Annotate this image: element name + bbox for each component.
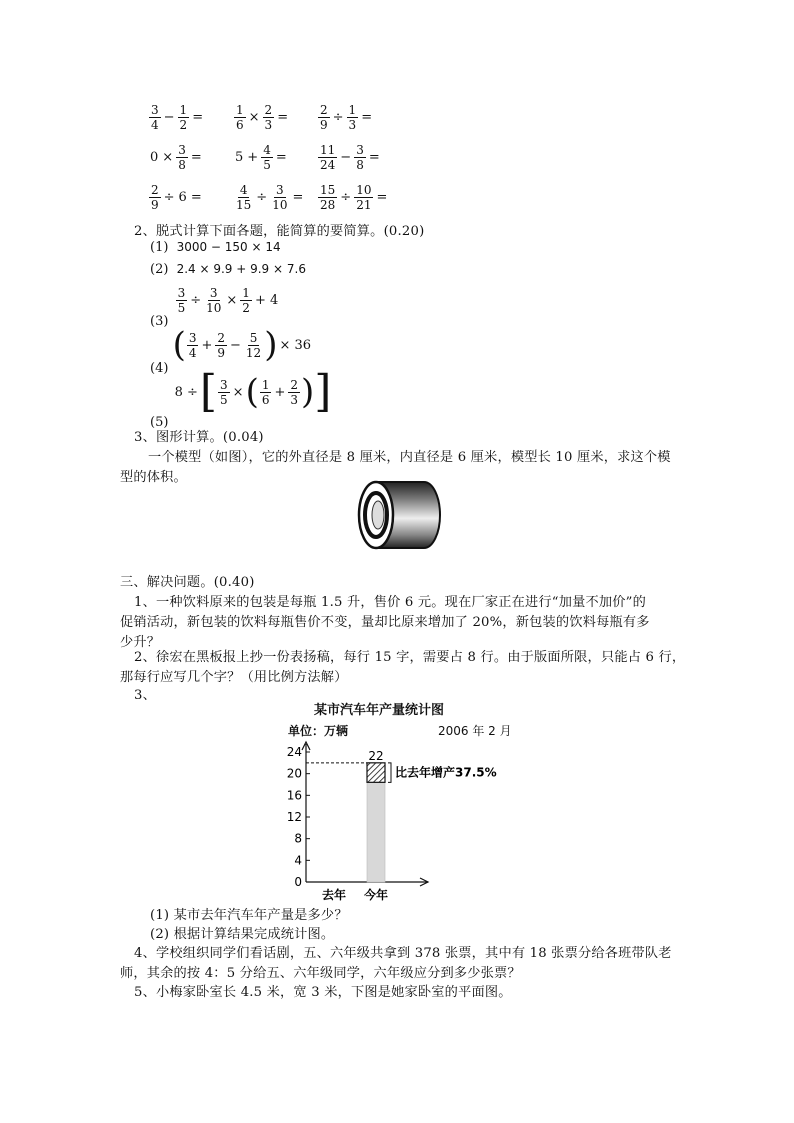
numerator: 2 [320, 103, 328, 117]
numerator: 2 [217, 330, 226, 345]
denominator: 15 [236, 198, 252, 212]
operator: × [232, 384, 244, 400]
equals: = [275, 150, 287, 165]
operator: ÷ [190, 293, 202, 308]
hollow-cylinder-figure [352, 478, 444, 552]
operator: − [340, 150, 352, 165]
right-paren: ) [301, 372, 315, 412]
numerator: 10 [356, 183, 372, 197]
numerator: 3 [220, 377, 228, 392]
oral-calc-row3-c [317, 183, 389, 212]
numerator: 4 [239, 183, 248, 197]
numerator: 1 [348, 103, 357, 117]
head: 8 ÷ [174, 384, 198, 400]
equals: = [292, 190, 304, 205]
q5-label: (5) [150, 415, 169, 430]
denominator: 8 [178, 158, 186, 172]
denominator: 3 [348, 118, 357, 132]
right-paren: ) [264, 325, 278, 365]
operator: − [163, 110, 175, 125]
numerator: 1 [261, 377, 270, 392]
q1-expression: 3000 − 150 × 14 [176, 240, 281, 254]
numerator: 1 [242, 286, 250, 300]
denominator: 5 [220, 392, 228, 407]
oral-calc-row2-c [317, 143, 382, 172]
oral-calc-row1-c [317, 103, 374, 132]
equals: = [190, 150, 202, 165]
denominator: 9 [320, 118, 328, 132]
equals: = [376, 190, 388, 205]
denominator: 9 [217, 345, 226, 360]
q2-expression: 2.4 × 9.9 + 9.9 × 7.6 [176, 262, 306, 276]
q2-label: (2) [150, 262, 169, 277]
oral-calc-row2-b [233, 143, 289, 172]
operator: + [201, 337, 213, 353]
denominator: 10 [206, 301, 222, 315]
denominator: 6 [236, 118, 244, 132]
numerator: 11 [320, 143, 336, 157]
numerator: 3 [209, 286, 218, 300]
bar-body [367, 782, 385, 882]
bar-chart [270, 738, 530, 906]
part3-heading: 三、解决问题。(0.40) [120, 575, 255, 590]
chart-title: 某市汽车年产量统计图 [314, 703, 445, 718]
p2-line2: 那每行应写几个字？（用比例方法解） [120, 670, 348, 685]
p1-line3: 少升？ [120, 635, 161, 650]
increase-annotation: 比去年增产37.5% [395, 765, 497, 780]
operator: × [248, 110, 260, 125]
y-tick-label: 4 [294, 853, 302, 868]
section2-q3 [150, 286, 280, 329]
q4-label: (4) [150, 361, 169, 376]
x-category-label: 今年 [363, 888, 389, 902]
section2-q5 [150, 366, 332, 430]
chart-date-label: 2006 年 2 月 [438, 724, 512, 738]
numerator: 3 [188, 330, 197, 345]
p1-line1: 1、一种饮料原来的包装是每瓶 1.5 升，售价 6 元。现在厂家正在进行“加量不加价”的 [134, 595, 646, 610]
section3-line2: 型的体积。 [120, 470, 187, 485]
numerator: 15 [320, 183, 336, 197]
section3-heading: 3、图形计算。(0.04) [134, 430, 264, 445]
denominator: 6 [261, 392, 270, 407]
p4-line2: 师，其余的按 4：5 分给五、六年级同学，六年级应分到多少张票？ [120, 966, 521, 981]
y-tick-label: 12 [286, 810, 302, 824]
operator: + [274, 384, 286, 400]
denominator: 4 [151, 118, 159, 132]
section2-q4 [150, 325, 313, 376]
equals: = [277, 110, 289, 125]
denominator: 10 [272, 198, 288, 212]
equals: = [368, 150, 380, 165]
whole-number: 6 [178, 190, 187, 205]
numerator: 1 [236, 103, 244, 117]
y-tick-label: 0 [294, 875, 302, 889]
denominator: 3 [290, 392, 299, 407]
oral-calc-row3-a [148, 183, 204, 212]
section2-q2 [150, 262, 306, 277]
numerator: 5 [249, 330, 258, 345]
operator: ÷ [163, 190, 175, 205]
p4-line1: 4、学校组织同学们看话剧，五、六年级共拿到 378 张票，其中有 18 张票分给各班带队老 [134, 946, 672, 961]
operator: ÷ [340, 190, 352, 205]
numerator: 1 [179, 103, 188, 117]
y-tick-label: 24 [286, 745, 302, 759]
numerator: 2 [264, 103, 273, 117]
numerator: 3 [177, 286, 186, 300]
numerator: 3 [178, 143, 186, 157]
operator: ÷ [332, 110, 344, 125]
section3-line1: 一个模型（如图），它的外直径是 8 厘米，内直径是 6 厘米，模型长 10 厘米，求这个模 [148, 450, 671, 465]
denominator: 12 [245, 345, 262, 360]
p5-line1: 5、小梅家卧室长 4.5 米，宽 3 米，下图是她家卧室的平面图。 [134, 985, 512, 1000]
denominator: 5 [177, 301, 186, 315]
y-tick-label: 8 [294, 831, 302, 846]
left-bracket: [ [199, 366, 218, 417]
denominator: 3 [264, 118, 273, 132]
denominator: 9 [151, 198, 159, 212]
operator: + [247, 150, 259, 165]
denominator: 2 [179, 118, 188, 132]
operator: − [230, 337, 241, 353]
p2-line1: 2、徐宏在黑板报上抄一份表扬稿，每行 15 字，需要占 8 行。由于版面所限，只能占 6 行， [134, 650, 686, 665]
operator: × [226, 293, 238, 308]
equals: = [361, 110, 373, 125]
whole-number: 0 [150, 150, 159, 165]
cylinder-hole-depth [372, 501, 384, 529]
numerator: 2 [290, 377, 299, 392]
whole-number: 5 [235, 150, 244, 165]
p3-q2: (2) 根据计算结果完成统计图。 [150, 927, 335, 942]
equals: = [192, 110, 204, 125]
section2-heading: 2、脱式计算下面各题，能简算的要简算。(0.20) [134, 224, 425, 239]
denominator: 5 [263, 158, 271, 172]
denominator: 2 [242, 301, 250, 315]
tail: × 36 [279, 337, 312, 353]
denominator: 21 [356, 198, 372, 212]
numerator: 3 [276, 183, 284, 197]
p3-q1: (1) 某市去年汽车年产量是多少？ [150, 908, 348, 923]
right-bracket: ] [314, 366, 332, 417]
q3-label: (3) [150, 314, 169, 329]
denominator: 24 [320, 158, 336, 172]
left-paren: ( [245, 372, 259, 412]
section2-q1 [150, 240, 281, 255]
denominator: 4 [188, 345, 197, 360]
left-paren: ( [172, 325, 186, 365]
q1-label: (1) [150, 240, 169, 255]
numerator: 3 [356, 143, 364, 157]
numerator: 4 [263, 143, 271, 157]
annotation-bracket [388, 763, 391, 783]
p1-line2: 促销活动，新包装的饮料每瓶售价不变，量却比原来增加了 20%，新包装的饮料每瓶有多 [120, 615, 650, 630]
p3-label: 3、 [134, 688, 156, 703]
denominator: 28 [320, 198, 336, 212]
oral-calc-row3-b [233, 183, 305, 212]
bar-value-label: 22 [368, 748, 384, 763]
x-category-label: 去年 [321, 888, 347, 902]
oral-calc-row1-b [233, 103, 290, 132]
y-tick-label: 16 [286, 788, 302, 803]
bar-increase-segment [367, 763, 385, 783]
numerator: 2 [151, 183, 159, 197]
tail: + 4 [254, 293, 279, 308]
operator: × [162, 150, 174, 165]
chart-unit-label: 单位：万辆 [288, 724, 349, 738]
equals: = [190, 190, 202, 205]
y-tick-label: 20 [286, 766, 302, 781]
numerator: 3 [151, 103, 159, 117]
denominator: 8 [356, 158, 364, 172]
operator: ÷ [256, 190, 268, 205]
oral-calc-row2-a [148, 143, 204, 172]
oral-calc-row1-a [148, 103, 205, 132]
